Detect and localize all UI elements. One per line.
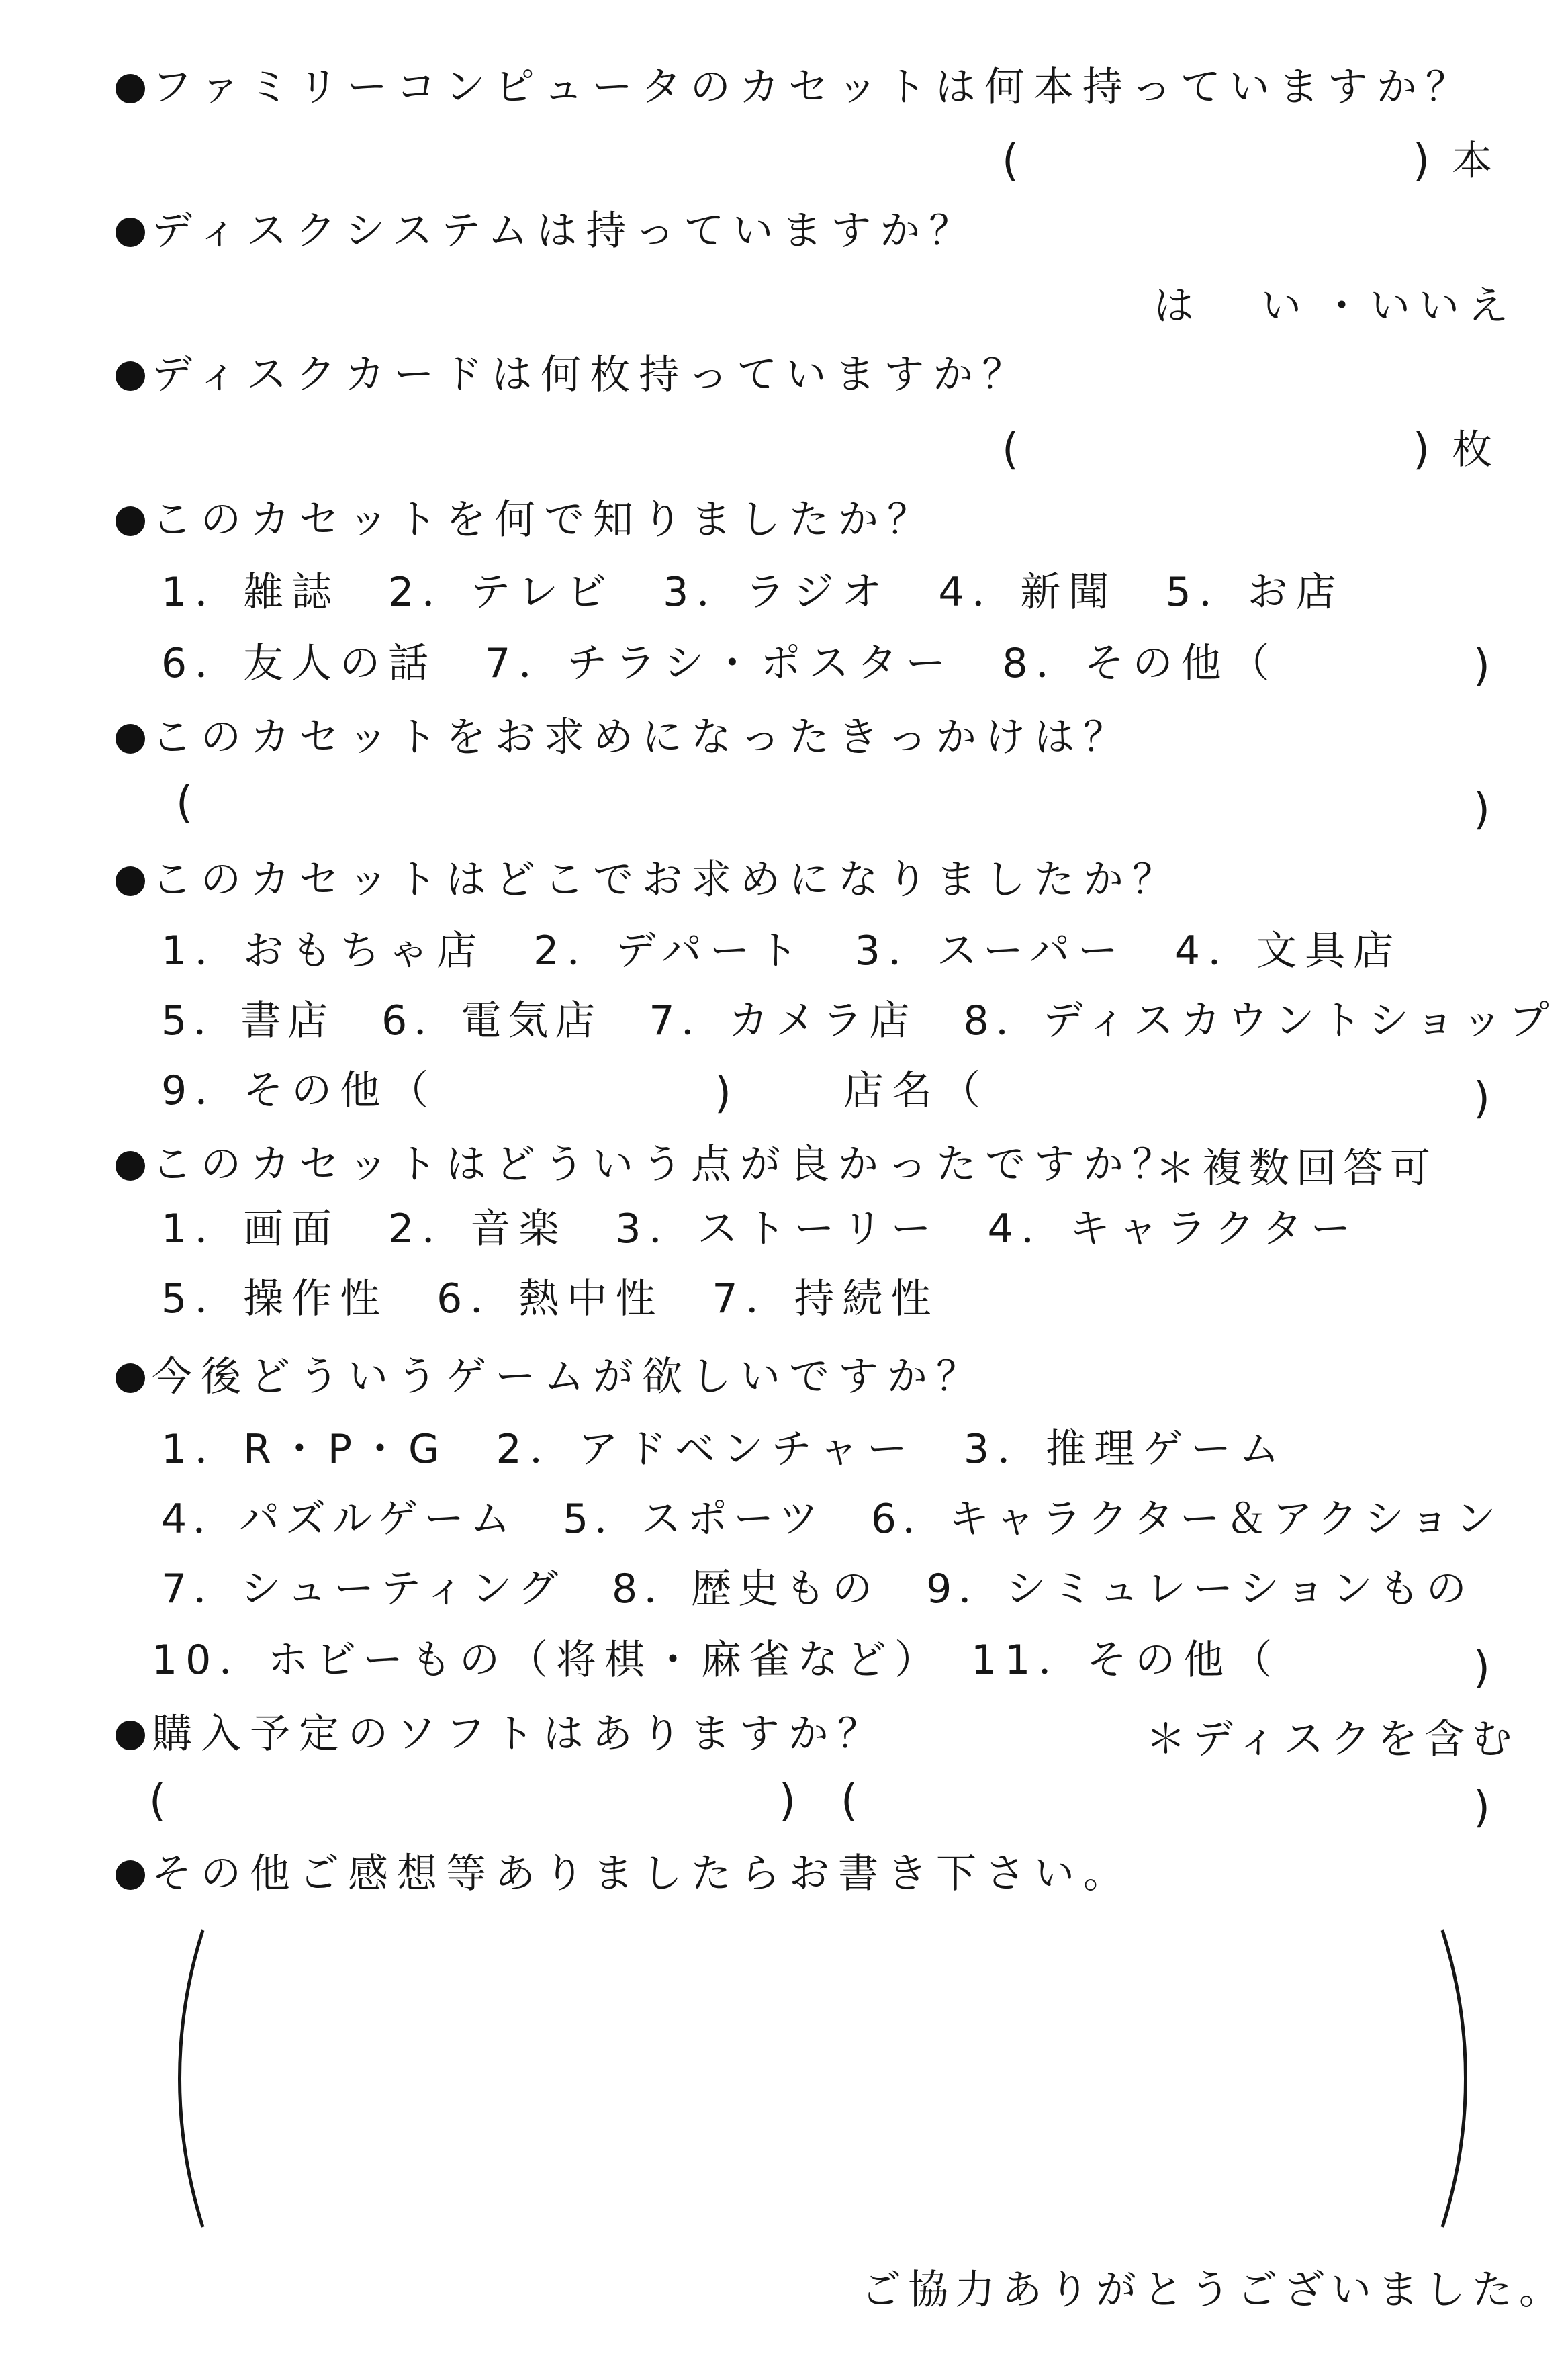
answer-2-no: いいえ xyxy=(1370,283,1517,330)
question-6-options-row-1: 1．おもちゃ店 2．デパート 3．スーパー 4．文具店 xyxy=(161,927,1402,974)
answer-1-close-paren: ) xyxy=(1413,136,1430,186)
answer-3-unit: 枚 xyxy=(1452,426,1501,473)
question-6-text: このカセットはどこでお求めになりましたか？ xyxy=(152,856,1181,903)
question-6-other-close-paren: ) xyxy=(714,1069,731,1118)
question-1-text: ファミリーコンピュータのカセットは何本持っていますか？ xyxy=(152,64,1475,111)
bullet-icon xyxy=(116,218,145,247)
answer-9a-open-paren: ( xyxy=(149,1776,166,1826)
bullet-icon xyxy=(116,1151,145,1181)
question-8-close-paren: ) xyxy=(1473,1643,1490,1693)
question-4-options-row-2: 6．友人の話 7．チラシ・ポスター 8．その他（ xyxy=(161,640,1278,687)
question-9-note: ＊ディスクを含む xyxy=(1146,1716,1519,1763)
answer-2-yes: は い xyxy=(1154,283,1315,330)
question-6-options-row-2: 5．書店 6．電気店 7．カメラ店 8．ディスカウントショップ xyxy=(161,997,1556,1044)
question-4-close-paren: ) xyxy=(1473,641,1490,691)
question-8-options-row-2: 4．パズルゲーム 5．スポーツ 6．キャラクター＆アクション xyxy=(161,1496,1502,1543)
comment-box-left-bracket xyxy=(168,1927,208,2230)
question-4 xyxy=(116,496,936,543)
bullet-icon xyxy=(116,866,145,896)
answer-1-open-paren: ( xyxy=(1002,136,1019,186)
question-6 xyxy=(116,856,1181,903)
question-6-store-name-close-paren: ) xyxy=(1473,1074,1490,1124)
question-9-text: 購入予定のソフトはありますか？ xyxy=(152,1711,886,1758)
comment-box-right-bracket xyxy=(1437,1927,1477,2230)
question-6-options-row-3a: 9．その他（ xyxy=(161,1067,437,1114)
answer-3-close-paren: ) xyxy=(1413,425,1430,475)
bullet-icon xyxy=(116,506,145,536)
bullet-icon xyxy=(116,1363,145,1393)
bullet-icon xyxy=(116,361,145,391)
answer-3-open-paren: ( xyxy=(1002,425,1019,475)
answer-5-open-paren: ( xyxy=(176,778,193,828)
bullet-icon xyxy=(116,724,145,754)
question-2 xyxy=(116,208,978,255)
question-6-store-name-label: 店名（ xyxy=(843,1067,988,1114)
bullet-icon xyxy=(116,1860,145,1890)
bullet-icon xyxy=(116,74,145,103)
question-7-options-row-1: 1．画面 2．音楽 3．ストーリー 4．キャラクター xyxy=(161,1206,1359,1253)
question-2-text: ディスクシステムは持っていますか？ xyxy=(152,208,978,255)
question-7-options-row-2: 5．操作性 6．熱中性 7．持続性 xyxy=(161,1275,939,1322)
question-8 xyxy=(116,1353,985,1400)
question-4-text: このカセットを何で知りましたか？ xyxy=(152,496,936,543)
question-5-text: このカセットをお求めになったきっかけは？ xyxy=(152,714,1132,761)
question-7 xyxy=(116,1141,1181,1188)
answer-5-close-paren: ) xyxy=(1473,785,1490,835)
question-8-options-row-4: 10．ホビーもの（将棋・麻雀など） 11．その他（ xyxy=(152,1637,1281,1684)
thanks-message: ご協力ありがとうございました。 xyxy=(861,2267,1566,2314)
question-5 xyxy=(116,714,1132,761)
question-7-note: ＊複数回答可 xyxy=(1155,1145,1437,1192)
question-10-text: その他ご感想等ありましたらお書き下さい。 xyxy=(152,1850,1132,1897)
question-7-text: このカセットはどういう点が良かったですか？ xyxy=(152,1141,1181,1188)
question-3-text: ディスクカードは何枚持っていますか？ xyxy=(152,351,1031,398)
answer-1-unit: 本 xyxy=(1452,138,1501,185)
bullet-icon xyxy=(116,1721,145,1750)
question-10 xyxy=(116,1850,1132,1897)
question-8-options-row-1: 1．R・P・G 2．アドベンチャー 3．推理ゲーム xyxy=(161,1426,1288,1473)
answer-9b-open-paren: ( xyxy=(841,1776,858,1826)
answer-2-separator: ・ xyxy=(1322,283,1371,330)
question-3 xyxy=(116,351,1031,398)
question-8-text: 今後どういうゲームが欲しいですか？ xyxy=(152,1353,985,1400)
answer-9b-close-paren: ) xyxy=(1473,1783,1490,1833)
question-4-options-row-1: 1．雑誌 2．テレビ 3．ラジオ 4．新聞 5．お店 xyxy=(161,569,1344,616)
answer-9a-close-paren: ) xyxy=(779,1776,796,1826)
question-9 xyxy=(116,1711,886,1758)
question-8-options-row-3: 7．シューティング 8．歴史もの 9．シミュレーションもの xyxy=(161,1565,1473,1612)
question-1 xyxy=(116,64,1475,111)
